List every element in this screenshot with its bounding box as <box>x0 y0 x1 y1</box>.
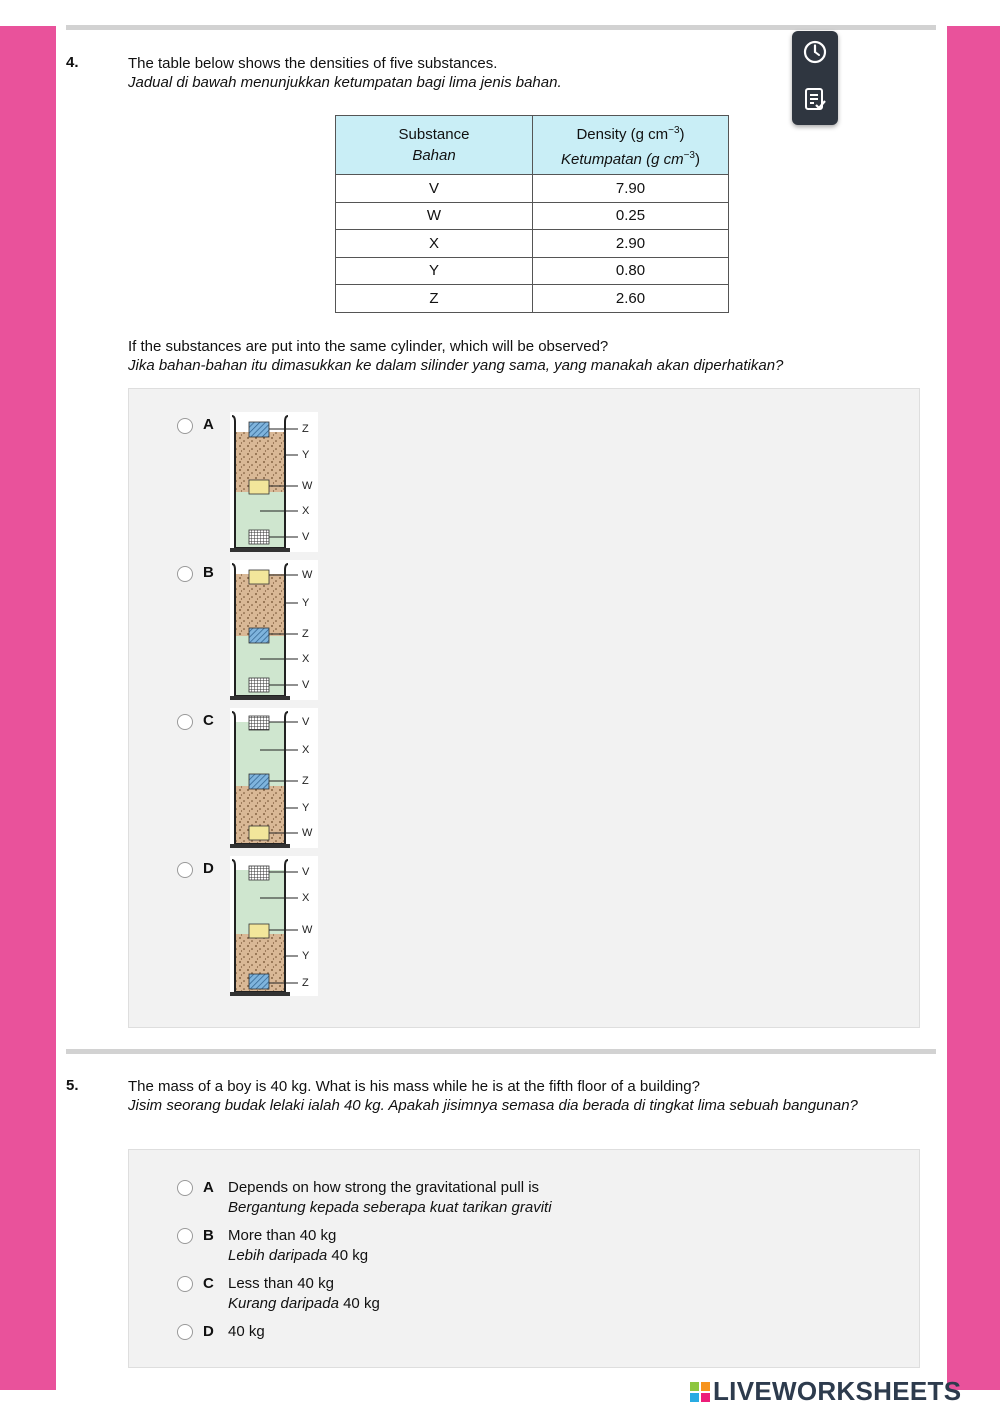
timer-icon[interactable] <box>799 36 831 68</box>
substance-cell: Y <box>336 257 533 285</box>
q4-option-a-radio[interactable] <box>177 418 193 434</box>
question-4-prompt <box>128 337 783 375</box>
question-4-number: 4. <box>66 54 79 71</box>
cyl-d-label-4: Y <box>302 950 310 962</box>
density-cell: 2.60 <box>533 285 729 313</box>
substance-column-header <box>336 116 533 175</box>
cyl-b-label-2: Y <box>302 597 310 609</box>
q5-option-a-en: Depends on how strong the gravitational pull is <box>228 1179 540 1196</box>
cyl-a-label-3: W <box>302 480 313 492</box>
q4-option-d-letter: D <box>203 860 214 877</box>
cyl-c-label-1: V <box>302 716 310 728</box>
substance-cell: V <box>336 175 533 203</box>
liveworksheets-logo <box>690 1376 961 1407</box>
table-header-row <box>336 116 729 175</box>
question-5-text-en: The mass of a boy is 40 kg. What is his mass while he is at the fifth floor of a building? <box>128 1078 700 1095</box>
worksheet-toolbar <box>792 31 838 125</box>
q5-option-d-text[interactable] <box>228 1322 265 1342</box>
cyl-b-label-3: Z <box>302 628 309 640</box>
question-4-prompt-en: If the substances are put into the same cylinder, which will be observed? <box>128 338 609 355</box>
q5-option-a-text[interactable] <box>228 1178 552 1218</box>
density-cell: 7.90 <box>533 175 729 203</box>
q5-option-d-letter: D <box>203 1323 214 1340</box>
substance-cell: X <box>336 230 533 258</box>
cyl-d-label-2: X <box>302 892 310 904</box>
q5-option-a-ms: Bergantung kepada seberapa kuat tarikan graviti <box>228 1199 552 1216</box>
table-row <box>336 285 729 313</box>
density-cell: 0.25 <box>533 202 729 230</box>
question-5-number: 5. <box>66 1077 79 1094</box>
q5-option-c-en: Less than 40 kg <box>228 1275 334 1292</box>
question-4-prompt-ms: Jika bahan-bahan itu dimasukkan ke dalam silinder yang sama, yang manakah akan diperhatikan? <box>128 357 784 374</box>
cyl-b-label-5: V <box>302 679 310 691</box>
substance-header-en: Substance <box>398 126 470 143</box>
left-pink-border <box>0 26 56 1390</box>
q5-option-c-letter: C <box>203 1275 214 1292</box>
q4-option-d-radio[interactable] <box>177 862 193 878</box>
q4-option-b-letter: B <box>203 564 214 581</box>
cyl-c-label-4: Y <box>302 802 310 814</box>
q5-option-a-radio[interactable] <box>177 1180 193 1196</box>
question-5-text-ms: Jisim seorang budak lelaki ialah 40 kg. Apakah jisimnya semasa dia berada di tingkat lima sebuah bangunan? <box>128 1097 858 1114</box>
q4-option-c-radio[interactable] <box>177 714 193 730</box>
q5-option-a-letter: A <box>203 1179 214 1196</box>
q5-option-b-letter: B <box>203 1227 214 1244</box>
cyl-c-label-5: W <box>302 827 313 839</box>
table-row <box>336 202 729 230</box>
q5-option-b-en: More than 40 kg <box>228 1227 337 1244</box>
cyl-c-label-2: X <box>302 744 310 756</box>
cyl-d-label-3: W <box>302 924 313 936</box>
cyl-d-label-5: Z <box>302 977 309 989</box>
cyl-a-label-1: Z <box>302 423 309 435</box>
top-divider <box>66 25 936 30</box>
question-4-stem <box>128 54 562 92</box>
right-pink-border <box>947 26 1000 1390</box>
cylinder-diagram-c[interactable] <box>230 708 318 848</box>
q5-option-b-text[interactable] <box>228 1226 368 1266</box>
substance-cell: W <box>336 202 533 230</box>
cyl-a-label-4: X <box>302 505 310 517</box>
substance-header-ms: Bahan <box>412 147 456 164</box>
brand-name: LIVEWORKSHEETS <box>713 1376 962 1406</box>
density-column-header <box>533 116 729 175</box>
q5-option-c-radio[interactable] <box>177 1276 193 1292</box>
table-row <box>336 230 729 258</box>
cyl-b-label-4: X <box>302 653 310 665</box>
question-divider <box>66 1049 936 1054</box>
liveworksheets-logo-icon <box>690 1382 710 1402</box>
cyl-b-label-1: W <box>302 569 313 581</box>
table-row <box>336 175 729 203</box>
q4-option-b-radio[interactable] <box>177 566 193 582</box>
cylinder-diagram-b[interactable] <box>230 560 318 700</box>
cyl-c-label-3: Z <box>302 775 309 787</box>
question-5-stem <box>128 1077 898 1115</box>
cyl-d-label-1: V <box>302 866 310 878</box>
question-4-text-ms: Jadual di bawah menunjukkan ketumpatan bagi lima jenis bahan. <box>128 74 562 91</box>
question-4-text-en: The table below shows the densities of five substances. <box>128 55 498 72</box>
q4-option-c-letter: C <box>203 712 214 729</box>
q5-option-c-ms: Kurang daripada 40 kg <box>228 1295 380 1312</box>
density-header-ms: Ketumpatan (g $cm^{-3}$) <box>561 150 700 168</box>
q5-option-b-ms: Lebih daripada 40 kg <box>228 1247 369 1264</box>
density-header-en: Density (g $cm^{-3}$) <box>576 125 685 143</box>
density-table <box>335 115 729 313</box>
checklist-icon[interactable] <box>799 83 831 115</box>
cylinder-diagram-d[interactable] <box>230 856 318 996</box>
q5-option-c-text[interactable] <box>228 1274 380 1314</box>
density-cell: 2.90 <box>533 230 729 258</box>
substance-cell: Z <box>336 285 533 313</box>
q5-option-b-radio[interactable] <box>177 1228 193 1244</box>
cyl-a-label-2: Y <box>302 449 310 461</box>
density-cell: 0.80 <box>533 257 729 285</box>
q5-option-d-en: 40 kg <box>228 1323 265 1340</box>
cyl-a-label-5: V <box>302 531 310 543</box>
q4-option-a-letter: A <box>203 416 214 433</box>
q5-option-d-radio[interactable] <box>177 1324 193 1340</box>
cylinder-diagram-a[interactable] <box>230 412 318 552</box>
table-row <box>336 257 729 285</box>
